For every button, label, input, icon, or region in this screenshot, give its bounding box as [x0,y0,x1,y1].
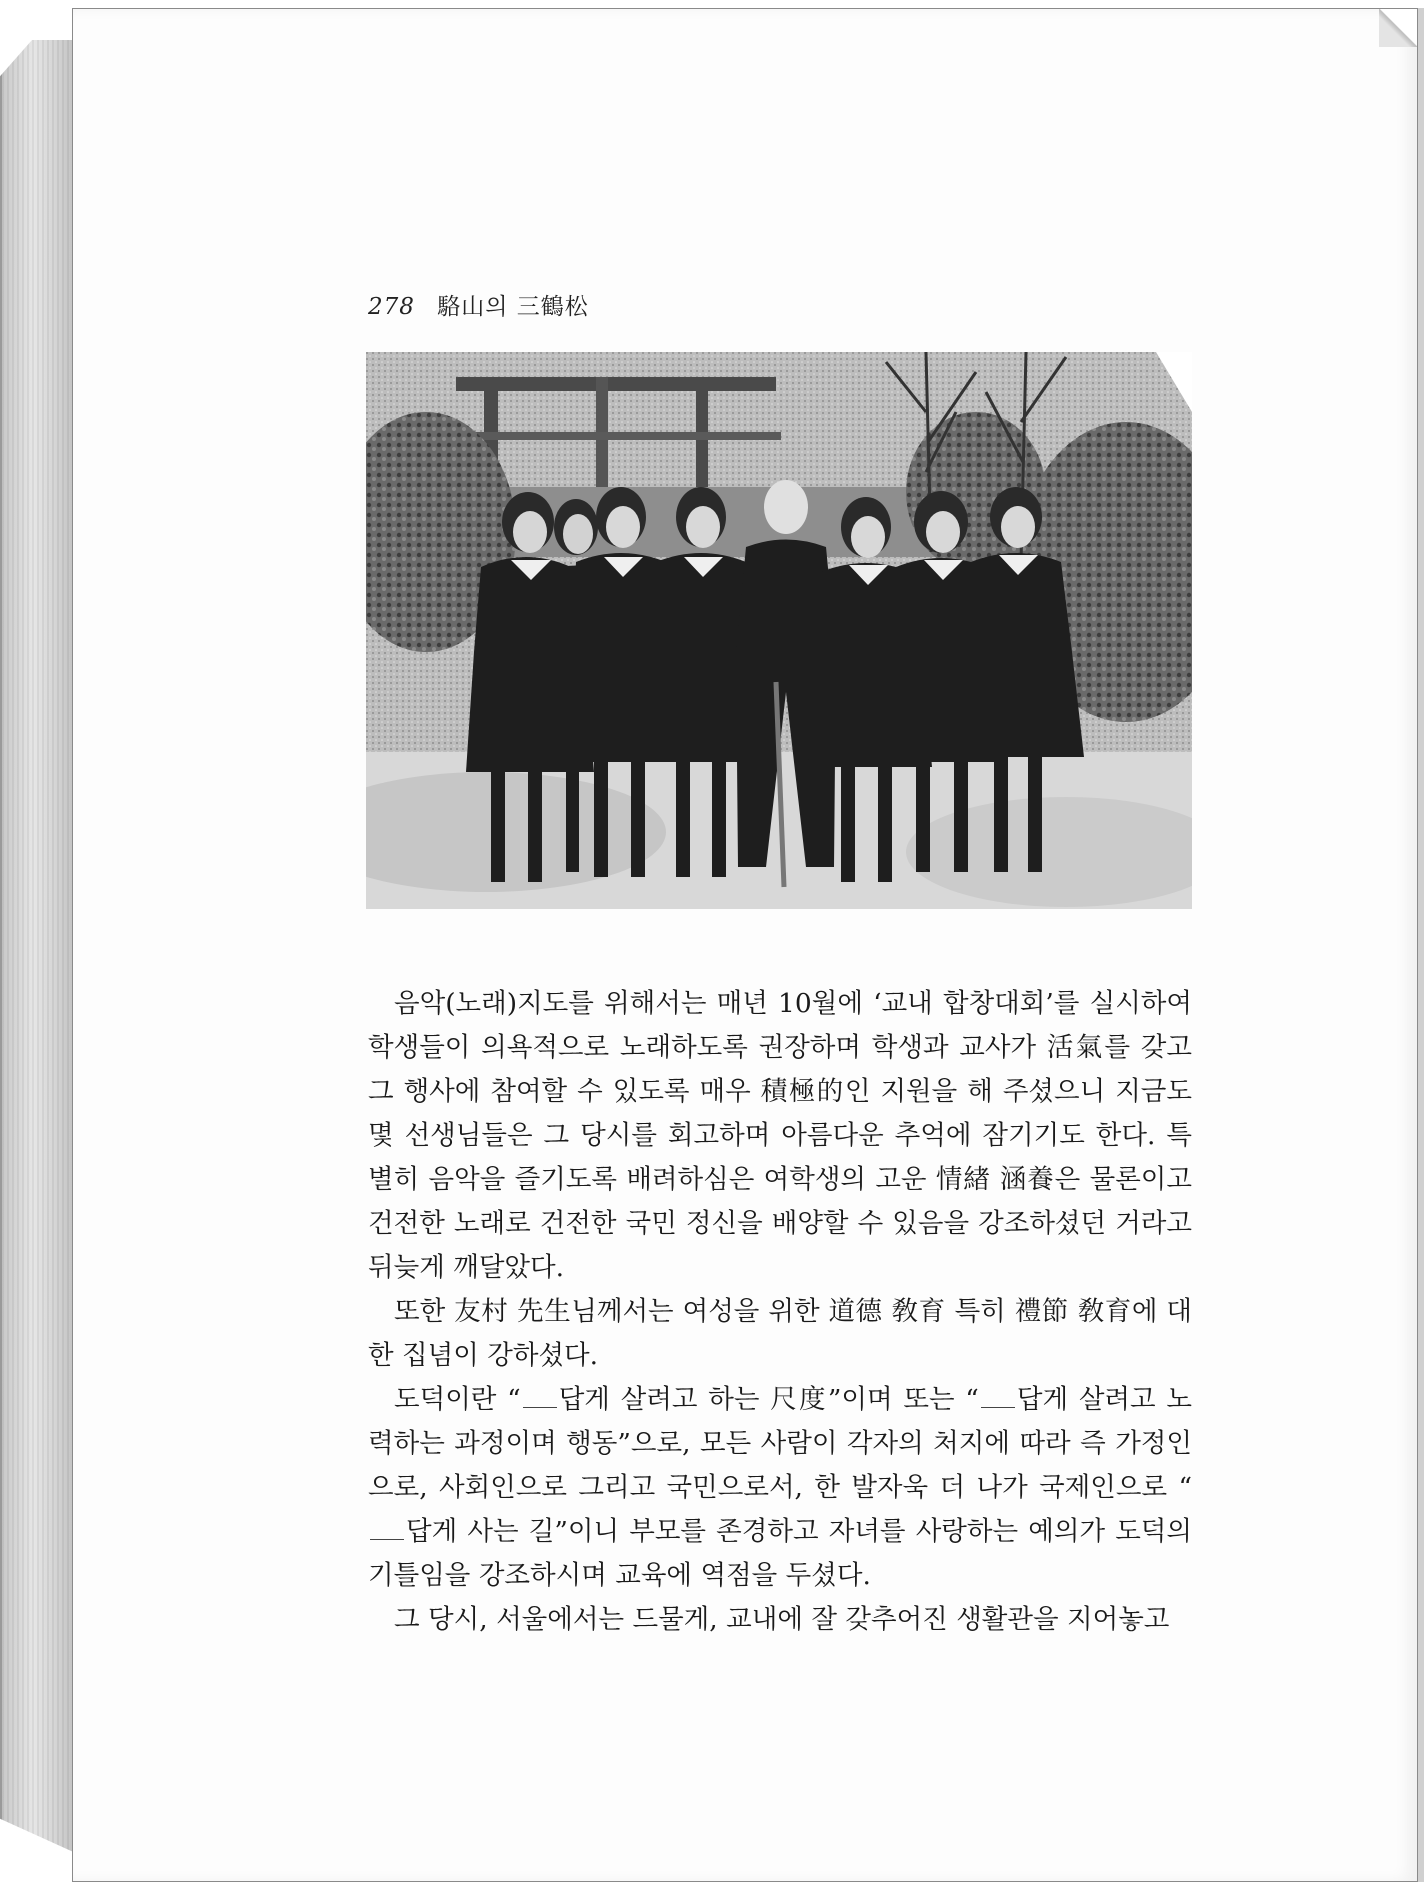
paragraph-3 [368,1378,1192,1598]
paragraph-3-part-4: 답게 사는 길”이니 부모를 존경하고 자녀를 사랑하는 예의가 도덕의 기틀임을 강조하시며 교육에 역점을 두셨다. [368,1516,1192,1591]
paragraph-3-part-1: 도덕이란 “ [394,1384,521,1415]
body-text [368,982,1192,1642]
group-photo [366,352,1192,909]
page-number: 278 [368,294,415,320]
fill-in-blank [523,1403,557,1408]
paragraph-3-part-2: 답게 살려고 하는 尺度”이며 또는 “ [558,1384,979,1415]
paragraph-4: 그 당시, 서울에서는 드물게, 교내에 잘 갖추어진 생활관을 지어놓고 [394,1604,1170,1635]
page-corner-fold [1379,9,1417,47]
photo-illustration [366,352,1192,909]
fill-in-blank [370,1535,404,1540]
paragraph-1: 음악(노래)지도를 위해서는 매년 10월에 ‘교내 합창대회’를 실시하여 학생들이 의욕적으로 노래하도록 권장하며 학생과 교사가 活氣를 갖고 그 행사에 참여할 수 있도록 매우 積極的인 지원을 해 주셨으니 지금도 몇 선생님들은 그 당시를 회고하며 아름다운 추억에 잠기기도 한다. 특별히 음악을 즐기도록 배려하심은 여학생의 고운 情緖 涵養은 물론이고 건전한 노래로 건전한 국민 정신을 배양할 수 있음을 강조하셨던 거라고 뒤늦게 깨달았다. [368,988,1192,1283]
running-title: 駱山의 三鶴松 [437,294,589,320]
paragraph-3-part-3: 답게 살려고 노력하는 과정이며 행동”으로, 모든 사람이 각자의 처지에 따라 즉 가정인으로, 사회인으로 그리고 국민으로서, 한 발자욱 더 나가 국제인으로 “ [368,1384,1192,1503]
running-header [368,288,589,321]
fill-in-blank [981,1403,1015,1408]
paragraph-2: 또한 友村 先生님께서는 여성을 위한 道德 敎育 특히 禮節 敎育에 대한 집념이 강하셨다. [368,1296,1192,1371]
book-page-edge [0,40,80,1855]
